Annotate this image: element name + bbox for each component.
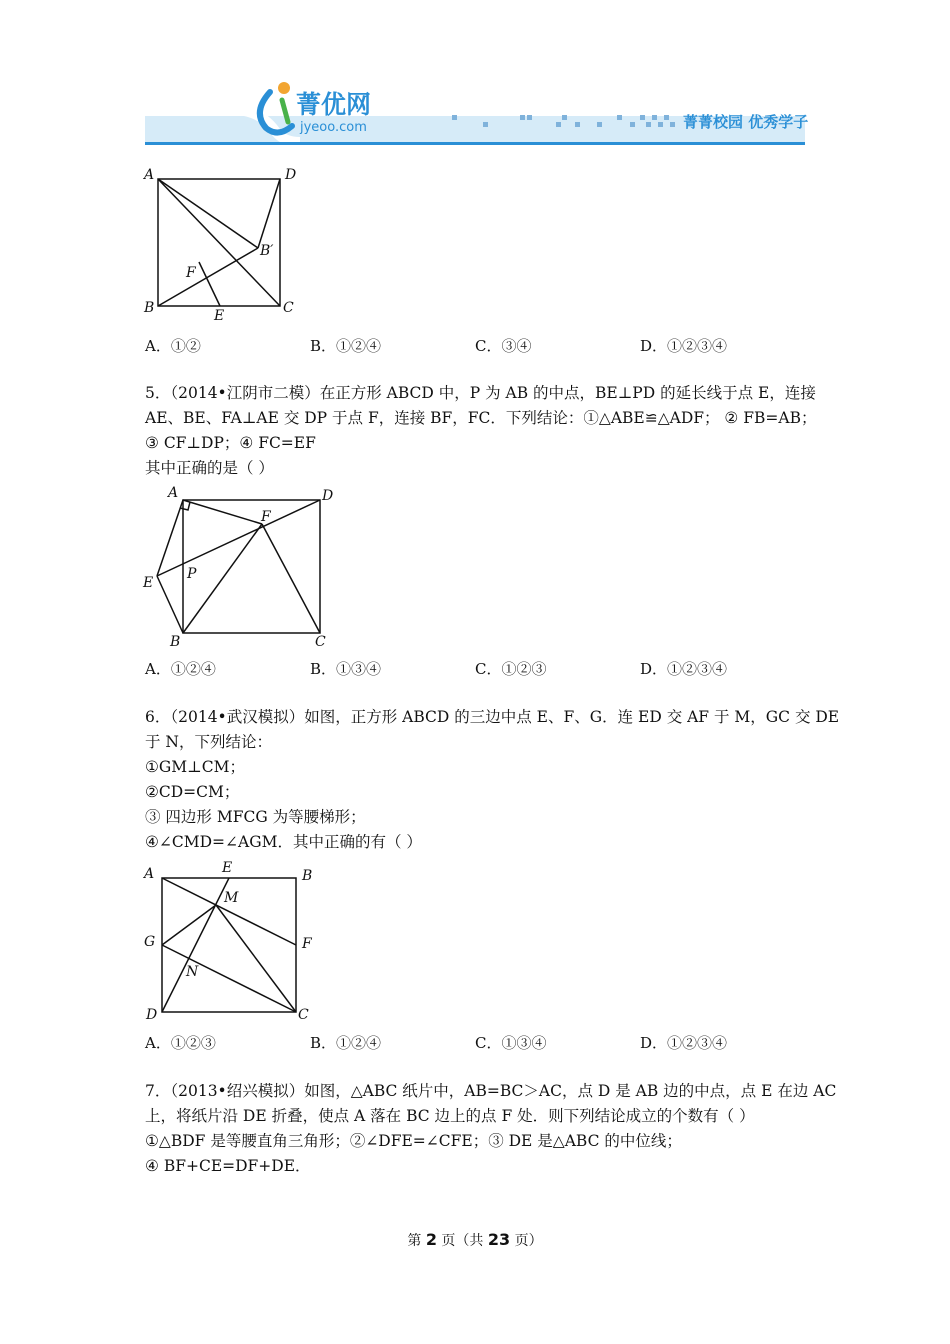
q7-line-4: ④ BF+CE=DF+DE． — [145, 1157, 311, 1175]
q4-option-d[interactable]: D．①②③④ — [640, 337, 728, 355]
q5-option-b[interactable]: B．①③④ — [310, 660, 382, 678]
q5-line-2: AE、BE、FA⊥AE 交 DP 于点 F，连接 BF，FC．下列结论：①△ABE≌△ADF； ② FB=AB； — [145, 409, 817, 427]
label-P: P — [187, 566, 197, 582]
q5-line-1: 5．（2014•江阴市二模）在正方形 ABCD 中，P 为 AB 的中点，BE⊥PD 的延长线于点 E，连接 — [145, 384, 816, 402]
label-A: A — [168, 485, 179, 501]
header-banner — [0, 0, 950, 160]
label-M: M — [224, 890, 239, 906]
label-D: D — [146, 1007, 158, 1023]
q4-option-a[interactable]: A．①② — [145, 337, 201, 355]
label-E: E — [214, 308, 225, 324]
q7-line-1: 7．（2013•绍兴模拟）如图，△ABC 纸片中，AB=BC＞AC，点 D 是 AB 边的中点，点 E 在边 AC — [145, 1082, 837, 1100]
label-A: A — [144, 167, 155, 183]
label-B: B — [302, 868, 313, 884]
q4-option-c[interactable]: C．③④ — [475, 337, 532, 355]
q6-line-4: ②CD=CM； — [145, 783, 240, 801]
q7-line-3: ①△BDF 是等腰直角三角形；②∠DFE=∠CFE；③ DE 是△ABC 的中位线； — [145, 1132, 682, 1150]
q5-figure — [140, 482, 340, 652]
q6-option-a[interactable]: A．①②③ — [145, 1034, 216, 1052]
label-Bprime: B′ — [260, 243, 274, 259]
label-C: C — [298, 1007, 309, 1023]
q6-line-6: ④∠CMD=∠AGM．其中正确的有（ ） — [145, 833, 422, 851]
q6-line-2: 于 N，下列结论： — [145, 733, 272, 751]
page-footer: 第 2 页（共 23 页） — [407, 1230, 543, 1249]
label-A: A — [144, 866, 155, 882]
q5-option-d[interactable]: D．①②③④ — [640, 660, 728, 678]
label-D: D — [285, 167, 297, 183]
q6-line-3: ①GM⊥CM； — [145, 758, 245, 776]
label-F: F — [261, 509, 271, 525]
q5-line-4: 其中正确的是（ ） — [145, 459, 274, 477]
label-C: C — [315, 634, 326, 650]
q6-option-d[interactable]: D．①②③④ — [640, 1034, 728, 1052]
label-D: D — [322, 488, 334, 504]
label-F: F — [302, 936, 312, 952]
q6-line-5: ③ 四边形 MFCG 为等腰梯形； — [145, 808, 366, 826]
page-number: 2 — [425, 1230, 437, 1249]
page-total: 23 — [487, 1230, 511, 1249]
q5-line-3: ③ CF⊥DP；④ FC=EF — [145, 434, 316, 452]
label-F: F — [186, 265, 196, 281]
q6-option-b[interactable]: B．①②④ — [310, 1034, 382, 1052]
label-E: E — [143, 575, 154, 591]
label-N: N — [186, 964, 199, 980]
logo-text: 菁优网 — [296, 90, 372, 119]
slogan: 菁菁校园 优秀学子 — [683, 113, 809, 131]
q4-option-b[interactable]: B．①②④ — [310, 337, 382, 355]
label-G: G — [144, 934, 156, 950]
q5-option-a[interactable]: A．①②④ — [145, 660, 216, 678]
label-B: B — [144, 300, 155, 316]
label-C: C — [283, 300, 294, 316]
label-B: B — [170, 634, 181, 650]
q6-figure — [140, 856, 330, 1026]
label-E: E — [222, 860, 233, 876]
q7-line-2: 上，将纸片沿 DE 折叠，使点 A 落在 BC 边上的点 F 处．则下列结论成立的个数有（ ） — [145, 1107, 755, 1125]
q6-option-c[interactable]: C．①③④ — [475, 1034, 547, 1052]
q5-option-c[interactable]: C．①②③ — [475, 660, 547, 678]
q4-figure — [140, 160, 320, 325]
q6-line-1: 6．（2014•武汉模拟）如图，正方形 ABCD 的三边中点 E、F、G．连 ED 交 AF 于 M，GC 交 DE — [145, 708, 840, 726]
logo-url: jyeoo.com — [300, 120, 367, 135]
